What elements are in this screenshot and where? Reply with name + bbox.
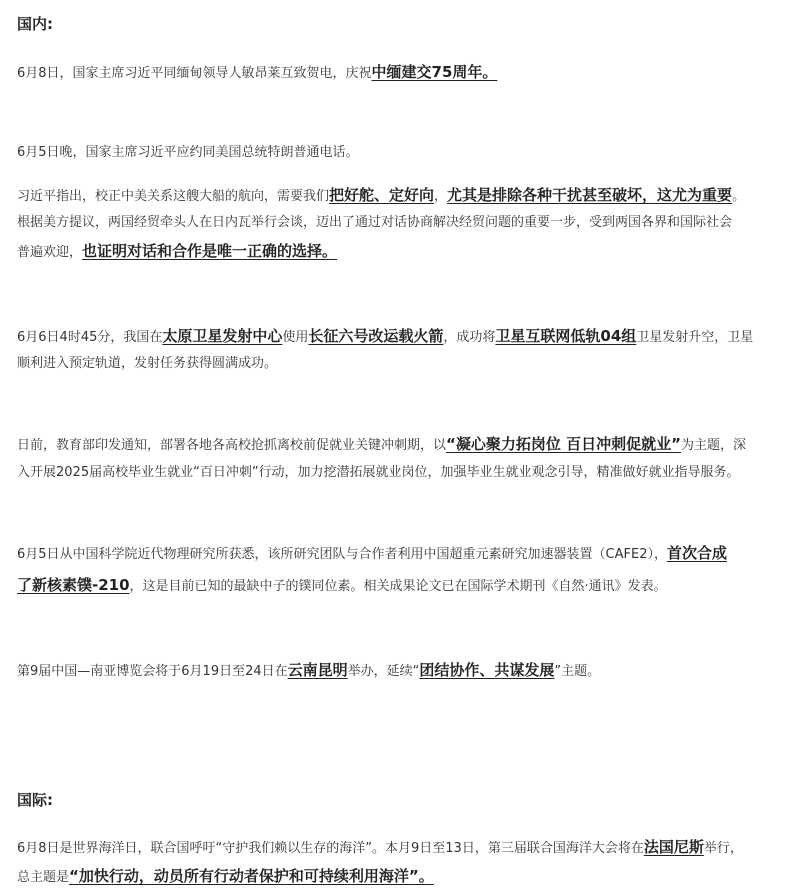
highlight-text: 法国尼斯 bbox=[643, 838, 704, 856]
paragraph-text: 6月5日晚，国家主席习近平应约同美国总统特朗普通电话。 bbox=[17, 145, 359, 160]
paragraph-text: 为主题，深 bbox=[680, 438, 746, 453]
paragraph-text: 6月8日是世界海洋日，联合国呼吁“守护我们赖以生存的海洋”。本月9日至13日，第三届联合国海洋大会将在 bbox=[17, 841, 644, 856]
highlight-text: 首次合成 bbox=[666, 544, 727, 562]
highlight-text: 卫星互联网低轨04组 bbox=[495, 327, 637, 345]
paragraph-text: 日前，教育部印发通知，部署各地各高校抢抓离校前促就业关键冲刺期，以 bbox=[17, 438, 447, 453]
highlight-text: 把好舵、定好向 bbox=[329, 186, 435, 204]
paragraph-text: 根据美方提议，两国经贸牵头人在日内瓦举行会谈，迈出了通过对话协商解决经贸问题的重要一步，受到两国各界和国际社会 bbox=[17, 215, 733, 230]
paragraph-ocean-line2 bbox=[17, 862, 434, 892]
section-heading-domestic: 国内: bbox=[17, 15, 53, 33]
paragraph-nuclide-line1 bbox=[17, 539, 727, 569]
paragraph-text: 第9届中国—南亚博览会将于6月19日至24日在 bbox=[17, 664, 288, 679]
paragraph-text: 举办，延续“ bbox=[347, 664, 420, 679]
highlight-text: 也证明对话和合作是唯一正确的选择。 bbox=[82, 242, 338, 260]
highlight-text: 云南昆明 bbox=[287, 661, 348, 679]
highlight-text: 尤其是排除各种干扰甚至破坏，这尤为重要 bbox=[447, 186, 733, 204]
paragraph-sino-us-line3 bbox=[17, 237, 337, 267]
paragraph-text: 入开展2025届高校毕业生就业“百日冲刺”行动，加力挖潜拓展就业岗位，加强毕业生就业观念引导，精准做好就业指导服务。 bbox=[17, 465, 740, 480]
paragraph-nuclide-line2 bbox=[17, 571, 667, 601]
paragraph-text: ，这是目前已知的最缺中子的镤同位素。相关成果论文已在国际学术期刊《自然·通讯》发表。 bbox=[129, 579, 667, 594]
paragraph-text: 6月5日从中国科学院近代物理研究所获悉，该所研究团队与合作者利用中国超重元素研究加速器装置（CAFE2）， bbox=[17, 547, 667, 562]
highlight-text: 团结协作、共谋发展 bbox=[419, 661, 555, 679]
paragraph-text: 。 bbox=[732, 189, 746, 204]
paragraph-sino-us-line2 bbox=[17, 209, 732, 237]
highlight-text: 了新核素镤-210 bbox=[17, 576, 130, 594]
paragraph-text: 普遍欢迎， bbox=[17, 245, 83, 260]
paragraph-text: ”主题。 bbox=[554, 664, 601, 679]
paragraph-ocean-line1 bbox=[17, 833, 743, 863]
paragraph-text: ， bbox=[434, 189, 448, 204]
paragraph-text: 卫星发射升空，卫星 bbox=[636, 330, 754, 345]
paragraph-text: ，成功将 bbox=[443, 330, 496, 345]
paragraph-text: 使用 bbox=[282, 330, 309, 345]
paragraph-text: 习近平指出，校正中美关系这艘大船的航向，需要我们 bbox=[17, 189, 330, 204]
paragraph-sino-us-line1 bbox=[17, 181, 745, 211]
paragraph-employment-line2 bbox=[17, 459, 740, 487]
section-heading-international: 国际: bbox=[17, 791, 53, 809]
paragraph-expo bbox=[17, 656, 600, 686]
paragraph-text: 6月6日4时45分，我国在 bbox=[17, 330, 163, 345]
paragraph-text: 举行， bbox=[703, 841, 743, 856]
highlight-text: 长征六号改运载火箭 bbox=[308, 327, 444, 345]
paragraph-satellite-line2 bbox=[17, 350, 277, 378]
paragraph-text: 6月8日，国家主席习近平同缅甸领导人敏昂莱互致贺电，庆祝 bbox=[17, 66, 372, 81]
highlight-text: 中缅建交75周年。 bbox=[371, 63, 498, 81]
paragraph-text: 总主题是 bbox=[17, 870, 70, 885]
paragraph-china-myanmar bbox=[17, 58, 497, 88]
highlight-text: “凝心聚力拓岗位 百日冲刺促就业” bbox=[446, 435, 681, 453]
paragraph-phone-call bbox=[17, 139, 359, 167]
paragraph-satellite-line1 bbox=[17, 322, 753, 352]
paragraph-text: 顺利进入预定轨道，发射任务获得圆满成功。 bbox=[17, 356, 278, 371]
paragraph-employment-line1 bbox=[17, 430, 746, 460]
highlight-text: 太原卫星发射中心 bbox=[162, 327, 283, 345]
highlight-text: “加快行动，动员所有行动者保护和可持续利用海洋”。 bbox=[69, 867, 434, 885]
